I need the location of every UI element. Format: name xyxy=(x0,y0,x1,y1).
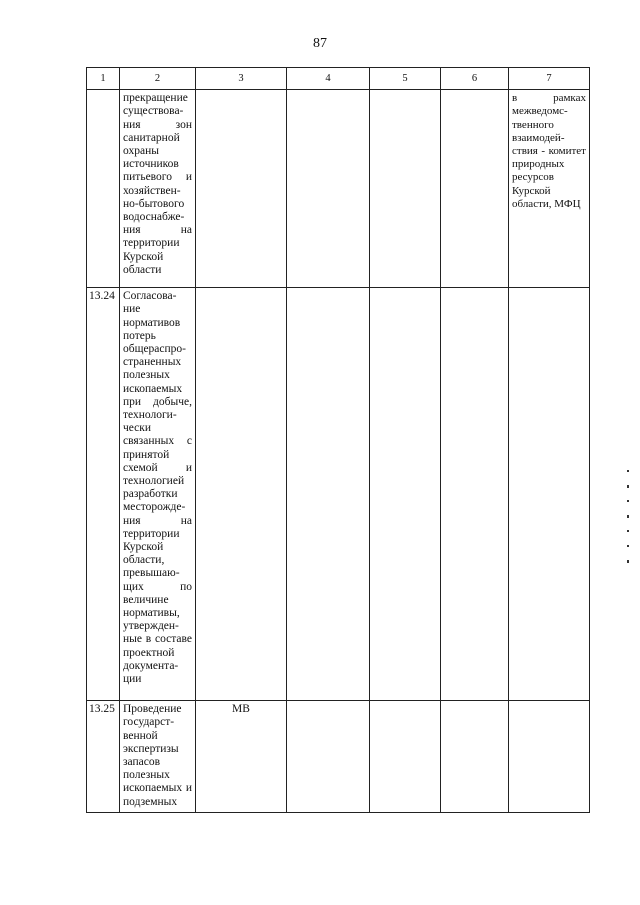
empty-cell xyxy=(287,701,370,813)
header-cell: 3 xyxy=(196,68,287,90)
header-cell: 2 xyxy=(120,68,196,90)
scan-artifact xyxy=(627,560,629,563)
empty-cell xyxy=(370,90,441,288)
interaction-cell xyxy=(509,701,590,813)
empty-cell xyxy=(287,288,370,701)
agency-cell xyxy=(196,90,287,288)
header-cell: 4 xyxy=(287,68,370,90)
empty-cell xyxy=(441,288,509,701)
row-number xyxy=(87,90,120,288)
page-number: 87 xyxy=(313,36,327,51)
service-name: Согласова-ние нормативов потерь общераспро-страненных полезных ископаемых при добыче, технологи-чески связанных с принятой схемой и технологией разработки месторожде-ния на территории Курской области, превышаю-щих по величине нормативы, утвержден-ные в составе проектной документа-ции xyxy=(120,288,196,701)
empty-cell xyxy=(370,701,441,813)
agency-cell xyxy=(196,288,287,701)
scan-artifact xyxy=(627,545,629,547)
service-name: прекращение существова-ния зон санитарной охраны источников питьевого и хозяйствен-но-бытового водоснабже-ния на территории Курской области xyxy=(120,90,196,288)
agency-cell: МВ xyxy=(196,701,287,813)
empty-cell xyxy=(441,701,509,813)
scan-artifact xyxy=(627,530,629,532)
scan-artifact xyxy=(627,500,629,502)
empty-cell xyxy=(287,90,370,288)
scan-artifact xyxy=(627,470,629,472)
scan-artifact xyxy=(627,515,629,518)
table-header-row xyxy=(87,68,590,90)
service-name: Проведение государст-венной экспертизы запасов полезных ископаемых и подземных xyxy=(120,701,196,813)
empty-cell xyxy=(441,90,509,288)
row-number: 13.25 xyxy=(87,701,120,813)
table-row xyxy=(87,90,590,288)
row-number: 13.24 xyxy=(87,288,120,701)
header-cell: 1 xyxy=(87,68,120,90)
empty-cell xyxy=(370,288,441,701)
table-row xyxy=(87,701,590,813)
header-cell: 7 xyxy=(509,68,590,90)
table-row xyxy=(87,288,590,701)
scan-artifact xyxy=(627,485,629,488)
interaction-cell xyxy=(509,288,590,701)
services-table xyxy=(86,67,590,813)
header-cell: 5 xyxy=(370,68,441,90)
interaction-cell: в рамках межведомс-твенного взаимодей-ствия - комитет природных ресурсов Курской области, МФЦ xyxy=(509,90,590,288)
header-cell: 6 xyxy=(441,68,509,90)
